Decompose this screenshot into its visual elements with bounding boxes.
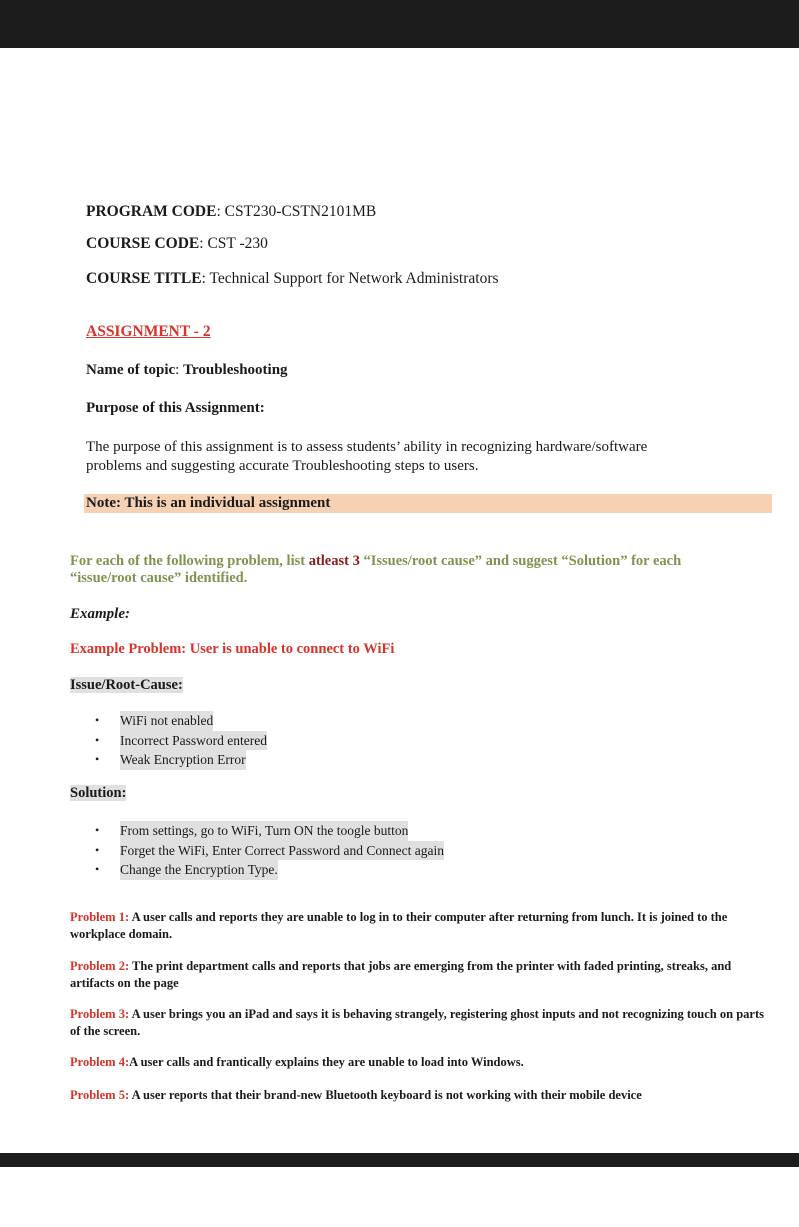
course-code-value: : CST -230 (199, 235, 268, 252)
instruction-line-1 (70, 553, 681, 570)
purpose-heading: Purpose of this Assignment: (86, 400, 265, 416)
problem-4 (70, 1054, 770, 1071)
solution-heading-text: Solution: (70, 785, 127, 801)
individual-note: Note: This is an individual assignment (86, 495, 331, 511)
bullet: • (95, 842, 100, 857)
bullet: • (95, 752, 100, 766)
list-item (95, 731, 267, 751)
program-code-label: PROGRAM CODE (86, 203, 217, 220)
instruction-emphasis: atleast 3 (308, 553, 360, 569)
problem-text: The print department calls and reports that jobs are emerging from the printer with faded printing, streaks, and artifacts on the page (70, 959, 732, 990)
instruction-line-2: “issue/root cause” identified. (70, 570, 248, 586)
example-label: Example: (70, 606, 130, 622)
topic-line (86, 362, 288, 379)
problem-label: Problem 2: (70, 959, 130, 973)
problem-label: Problem 4: (70, 1055, 130, 1069)
purpose-line-2: problems and suggesting accurate Troubleshooting steps to users. (86, 458, 479, 474)
problem-label: Problem 3: (70, 1007, 130, 1021)
bullet: • (95, 732, 100, 747)
problem-text: A user calls and frantically explains they are unable to load into Windows. (129, 1055, 524, 1069)
solution-list (95, 821, 444, 880)
topic-sep: : (175, 362, 184, 378)
problem-5 (70, 1087, 770, 1104)
bullet: • (95, 713, 100, 727)
problem-text: A user calls and reports they are unable to log in to their computer after returning from lunch. It is joined to the workplace domain. (70, 910, 728, 941)
problem-2 (70, 958, 770, 991)
solution-text: Forget the WiFi, Enter Correct Password and Connect again (120, 841, 444, 861)
example-problem: Example Problem: User is unable to connect to WiFi (70, 641, 395, 657)
list-item (95, 750, 267, 770)
problem-3 (70, 1006, 770, 1039)
bullet: • (95, 823, 100, 837)
solution-text: Change the Encryption Type. (120, 860, 278, 880)
program-code-value: : CST230-CSTN2101MB (216, 203, 377, 220)
problem-label: Problem 5: (70, 1088, 130, 1102)
problem-text: A user reports that their brand-new Bluetooth keyboard is not working with their mobile device (129, 1088, 642, 1102)
solution-text: From settings, go to WiFi, Turn ON the toogle button (120, 821, 408, 841)
top-bar (0, 0, 799, 48)
course-title-value: : Technical Support for Network Administrators (201, 270, 499, 287)
topic-label: Name of topic (86, 362, 176, 378)
instruction-part-1: For each of the following problem, list (70, 553, 309, 569)
list-item (95, 860, 444, 880)
course-title-line (86, 270, 499, 288)
bottom-bar (0, 1153, 799, 1167)
course-code-label: COURSE CODE (86, 235, 200, 252)
issue-text: WiFi not enabled (120, 711, 213, 731)
problem-text: A user brings you an iPad and says it is behaving strangely, registering ghost inputs and not recognizing touch on parts of the screen. (70, 1007, 764, 1038)
issue-heading-text: Issue/Root-Cause: (70, 677, 183, 693)
program-code-line (86, 203, 376, 221)
assignment-title: ASSIGNMENT - 2 (86, 323, 211, 340)
issue-heading (70, 677, 183, 694)
issue-list (95, 711, 267, 770)
issue-text: Incorrect Password entered (120, 731, 267, 751)
list-item (95, 841, 444, 861)
problem-label: Problem 1: (70, 910, 130, 924)
bullet: • (95, 862, 100, 876)
purpose-line-1: The purpose of this assignment is to assess students’ ability in recognizing hardware/software (86, 439, 648, 455)
topic-value: Troubleshooting (183, 362, 288, 378)
course-code-line (86, 235, 268, 253)
list-item (95, 821, 444, 841)
list-item (95, 711, 267, 731)
problem-1 (70, 909, 770, 942)
issue-text: Weak Encryption Error (120, 750, 246, 770)
course-title-label: COURSE TITLE (86, 270, 202, 287)
instruction-part-3: “Issues/root cause” and suggest “Solution” for each (359, 553, 682, 569)
solution-heading (70, 785, 126, 802)
